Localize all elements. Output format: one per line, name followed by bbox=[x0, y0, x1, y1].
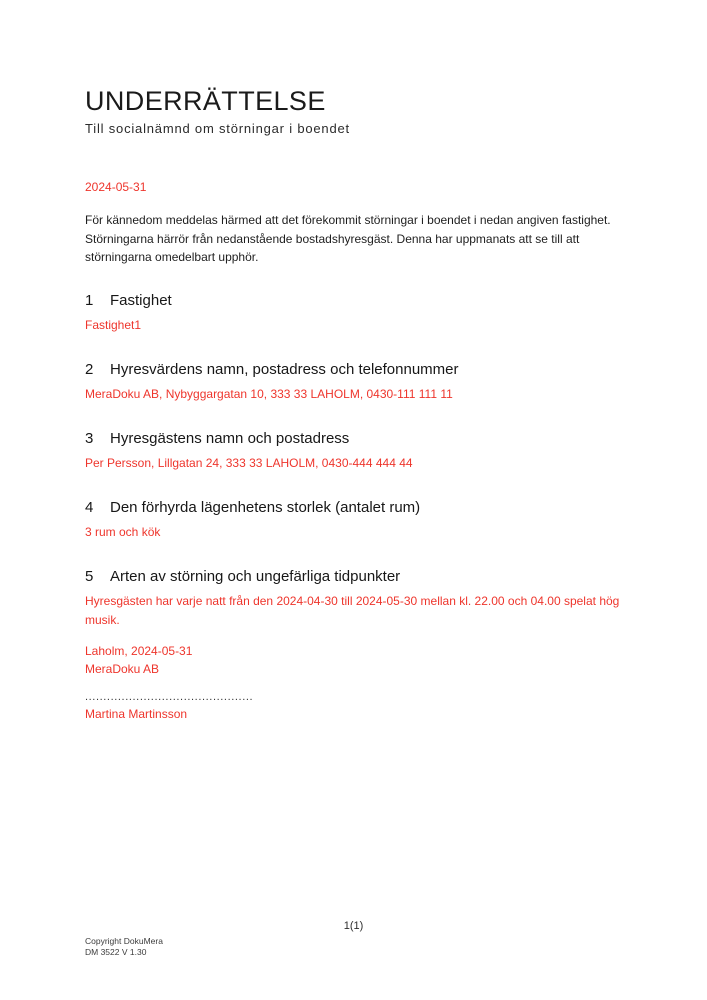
signature-name: Martina Martinsson bbox=[85, 706, 188, 721]
section-answer: MeraDoku AB, Nybyggargatan 10, 333 33 LAHOLM, 0430-111 111 11 bbox=[85, 386, 453, 401]
section-number: 4 bbox=[85, 498, 94, 516]
document-content bbox=[85, 0, 622, 722]
section-answer: Fastighet1 bbox=[85, 317, 142, 332]
section-answer: 3 rum och kök bbox=[85, 524, 161, 539]
section-answer: Hyresgästen har varje natt från den 2024-04-30 till 2024-05-30 mellan kl. 22.00 och 04.00 spelat hög musik. bbox=[85, 593, 620, 627]
page-subtitle: Till socialnämnd om störningar i boendet bbox=[85, 121, 350, 136]
section-heading bbox=[85, 567, 622, 587]
section-number: 1 bbox=[85, 291, 94, 309]
section-heading-text: Den förhyrda lägenhetens storlek (antalet rum) bbox=[110, 498, 421, 516]
section-number: 2 bbox=[85, 360, 94, 378]
section-heading bbox=[85, 291, 622, 311]
signature-line: .............................................. bbox=[85, 690, 254, 703]
section-heading bbox=[85, 429, 622, 449]
section-heading-text: Hyresgästens namn och postadress bbox=[110, 429, 350, 447]
signoff-company: MeraDoku AB bbox=[85, 661, 160, 676]
section-heading-text: Hyresvärdens namn, postadress och telefonnummer bbox=[110, 360, 459, 378]
page-number: 1(1) bbox=[343, 920, 364, 932]
footer-copyright-block bbox=[85, 936, 163, 957]
section-hyresvarden bbox=[85, 360, 622, 404]
section-hyresgasten bbox=[85, 429, 622, 473]
copyright-line: Copyright DokuMera bbox=[85, 936, 163, 946]
section-fastighet bbox=[85, 291, 622, 335]
section-heading-text: Fastighet bbox=[110, 291, 172, 309]
section-lagenhetens-storlek bbox=[85, 498, 622, 542]
section-heading bbox=[85, 498, 622, 518]
document-date: 2024-05-31 bbox=[85, 180, 147, 194]
page-title: UNDERRÄTTELSE bbox=[85, 86, 326, 116]
section-answer: Per Persson, Lillgatan 24, 333 33 LAHOLM, 0430-444 444 44 bbox=[85, 455, 413, 470]
section-heading bbox=[85, 360, 622, 380]
section-number: 5 bbox=[85, 567, 94, 585]
intro-paragraph: För kännedom meddelas härmed att det förekommit störningar i boendet i nedan angiven fastighet. Störningarna härrör från nedanstående bostadshyresgäst. Denna har uppmanats att se till att störningarna omedelbart upphör. bbox=[85, 213, 611, 264]
section-arten-av-storning bbox=[85, 567, 622, 630]
signoff-block bbox=[85, 642, 622, 678]
section-heading-text: Arten av störning och ungefärliga tidpunkter bbox=[110, 567, 401, 585]
section-number: 3 bbox=[85, 429, 94, 447]
doc-id-line: DM 3522 V 1.30 bbox=[85, 946, 147, 957]
signoff-place-date: Laholm, 2024-05-31 bbox=[85, 643, 193, 658]
